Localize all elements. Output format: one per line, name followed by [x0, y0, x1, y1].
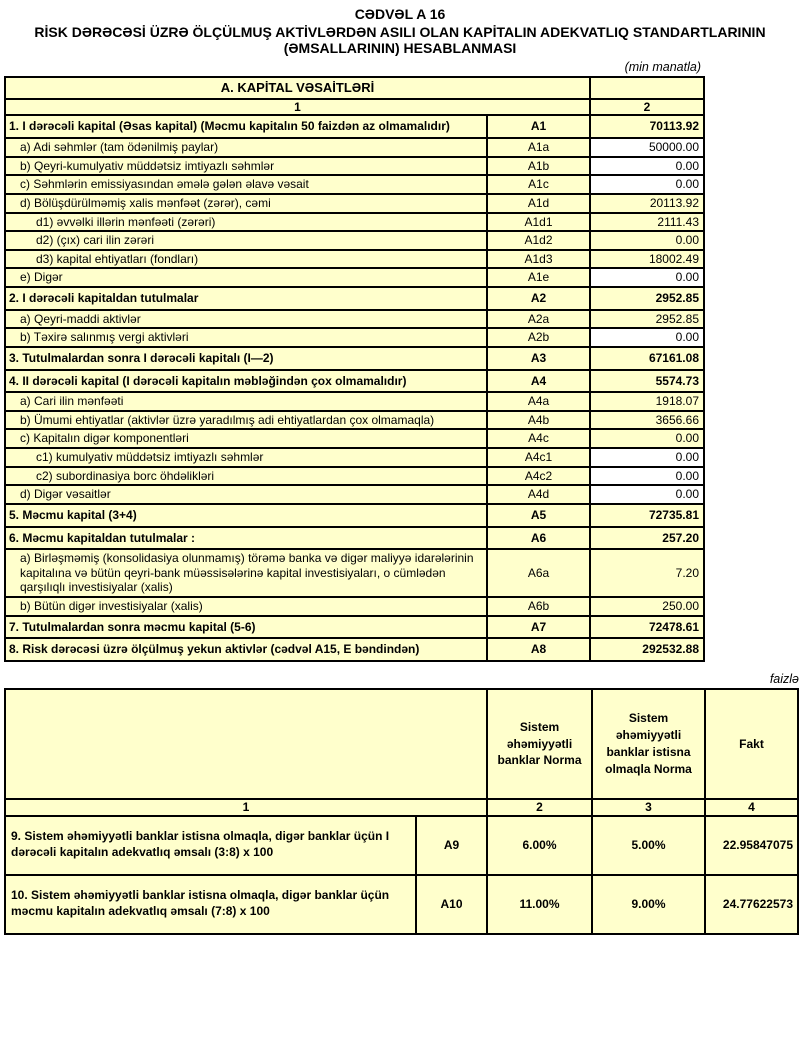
ratio-header-fakt: Fakt [705, 689, 798, 799]
capital-row-A4d [5, 485, 704, 504]
row-code: A1d1 [487, 213, 590, 232]
row-label: 7. Tutulmalardan sonra məcmu kapital (5-6) [5, 616, 487, 639]
ratio-colnum-2: 2 [487, 799, 592, 816]
row-value: 0.00 [590, 175, 704, 194]
capital-row-A4c1 [5, 448, 704, 467]
capital-table-colnum-row [5, 99, 704, 116]
row-label: c1) kumulyativ müddətsiz imtiyazlı səhmlər [5, 448, 487, 467]
unit-note-min-manatla: (min manatla) [624, 59, 701, 74]
row-code: A1d2 [487, 231, 590, 250]
row-value: 0.00 [590, 485, 704, 504]
capital-table [4, 76, 705, 662]
row-code: A4c2 [487, 467, 590, 486]
capital-row-A1a [5, 138, 704, 157]
row-code: A8 [487, 638, 590, 661]
row-label: c) Səhmlərin emissiyasından əmələ gələn əlavə vəsait [5, 175, 487, 194]
row-value: 0.00 [590, 448, 704, 467]
row-label: b) Bütün digər investisiyalar (xalis) [5, 597, 487, 616]
ratio-table-header-row [5, 689, 798, 799]
row-label: c2) subordinasiya borc öhdəlikləri [5, 467, 487, 486]
row-code: A6 [487, 527, 590, 550]
row-value: 0.00 [590, 157, 704, 176]
row-label: 10. Sistem əhəmiyyətli banklar istisna olmaqla, digər banklar üçün məcmu kapitalın adekvatlıq əmsalı (7:8) x 100 [5, 875, 416, 934]
row-code: A5 [487, 504, 590, 527]
row-value: 250.00 [590, 597, 704, 616]
row-value: 20113.92 [590, 194, 704, 213]
row-code: A1d3 [487, 250, 590, 269]
row-label: d1) əvvəlki illərin mənfəəti (zərəri) [5, 213, 487, 232]
row-code: A1 [487, 115, 590, 138]
page-title: CƏDVƏL A 16 [354, 6, 446, 22]
capital-row-A1b [5, 157, 704, 176]
row-value: 18002.49 [590, 250, 704, 269]
row-label: d) Digər vəsaitlər [5, 485, 487, 504]
row-code: A10 [416, 875, 487, 934]
row-value: 0.00 [590, 467, 704, 486]
capital-row-A1 [5, 115, 704, 138]
row-value: 2952.85 [590, 287, 704, 310]
row-label: b) Qeyri-kumulyativ müddətsiz imtiyazlı səhmlər [5, 157, 487, 176]
row-code: A4c1 [487, 448, 590, 467]
ratio-table-body [5, 816, 798, 934]
row-value: 0.00 [590, 429, 704, 448]
capital-table-header-empty-cell [590, 77, 704, 99]
row-value: 0.00 [590, 328, 704, 347]
ratio-table-colnum-row [5, 799, 798, 816]
capital-row-A4a [5, 392, 704, 411]
row-code: A4c [487, 429, 590, 448]
row-value: 5574.73 [590, 370, 704, 393]
capital-row-A1d2 [5, 231, 704, 250]
row-value: 2111.43 [590, 213, 704, 232]
row-value: 1918.07 [590, 392, 704, 411]
capital-row-A1c [5, 175, 704, 194]
capital-table-section-header: A. KAPİTAL VƏSAİTLƏRİ [5, 77, 590, 99]
row-code: A1b [487, 157, 590, 176]
capital-row-A1e [5, 268, 704, 287]
row-label: 6. Məcmu kapitaldan tutulmalar : [5, 527, 487, 550]
row-label: 8. Risk dərəcəsi üzrə ölçülmuş yekun aktivlər (cədvəl A15, E bəndindən) [5, 638, 487, 661]
row-label: d3) kapital ehtiyatları (fondları) [5, 250, 487, 269]
capital-row-A4b [5, 411, 704, 430]
row-code: A7 [487, 616, 590, 639]
row-value: 67161.08 [590, 347, 704, 370]
unit-note-faizle: faizlə [769, 671, 799, 686]
row-label: 2. I dərəcəli kapitaldan tutulmalar [5, 287, 487, 310]
row-label: 5. Məcmu kapital (3+4) [5, 504, 487, 527]
row-code: A2 [487, 287, 590, 310]
row-value: 2952.85 [590, 310, 704, 329]
row-label: 9. Sistem əhəmiyyətli banklar istisna olmaqla, digər banklar üçün I dərəcəli kapitalın adekvatlıq əmsalı (3:8) x 100 [5, 816, 416, 875]
row-code: A9 [416, 816, 487, 875]
capital-row-A4 [5, 370, 704, 393]
capital-row-A4c2 [5, 467, 704, 486]
page-subtitle: RİSK DƏRƏCƏSİ ÜZRƏ ÖLÇÜLMUŞ AKTİVLƏRDƏN ASILI OLAN KAPİTALIN ADEKVATLIQ STANDARTLARININ (ƏMSALLARININ) HESABLANMASI [34, 23, 766, 57]
row-label: b) Təxirə salınmış vergi aktivləri [5, 328, 487, 347]
capital-table-body [5, 115, 704, 661]
row-value: 0.00 [590, 231, 704, 250]
capital-row-A1d3 [5, 250, 704, 269]
fakt-cell: 22.95847075 [705, 816, 798, 875]
ratio-header-norma-other: Sistem əhəmiyyətli banklar istisna olmaqla Norma [592, 689, 705, 799]
capital-row-A2b [5, 328, 704, 347]
row-code: A4b [487, 411, 590, 430]
capital-row-A3 [5, 347, 704, 370]
row-code: A2a [487, 310, 590, 329]
row-value: 72478.61 [590, 616, 704, 639]
row-code: A1d [487, 194, 590, 213]
row-value: 7.20 [590, 549, 704, 597]
capital-colnum-2: 2 [590, 99, 704, 116]
capital-table-title-row [5, 77, 704, 99]
capital-row-A1d1 [5, 213, 704, 232]
row-code: A1c [487, 175, 590, 194]
row-label: 3. Tutulmalardan sonra I dərəcəli kapitalı (I—2) [5, 347, 487, 370]
row-code: A6b [487, 597, 590, 616]
ratio-colnum-3: 3 [592, 799, 705, 816]
capital-row-A6 [5, 527, 704, 550]
ratio-colnum-4: 4 [705, 799, 798, 816]
row-label: c) Kapitalın digər komponentləri [5, 429, 487, 448]
row-code: A6a [487, 549, 590, 597]
capital-row-A2a [5, 310, 704, 329]
ratio-row-A9 [5, 816, 798, 875]
capital-row-A8 [5, 638, 704, 661]
capital-row-A6a [5, 549, 704, 597]
row-code: A2b [487, 328, 590, 347]
capital-row-A7 [5, 616, 704, 639]
row-code: A3 [487, 347, 590, 370]
row-value: 257.20 [590, 527, 704, 550]
norma-systemic-cell: 11.00% [487, 875, 592, 934]
row-label: e) Digər [5, 268, 487, 287]
row-label: a) Birləşməmiş (konsolidasiya olunmamış) törəmə banka və digər maliyyə idarələrinin kapitalına və bütün qeyri-bank müəssisələrinə kapital investisiyaları, o cümlədən qarşılıqlı investisiyalar (xalis) [5, 549, 487, 597]
row-value: 292532.88 [590, 638, 704, 661]
adequacy-ratio-table [4, 688, 799, 935]
row-label: a) Qeyri-maddi aktivlər [5, 310, 487, 329]
row-label: a) Cari ilin mənfəəti [5, 392, 487, 411]
capital-row-A4c [5, 429, 704, 448]
norma-other-cell: 9.00% [592, 875, 705, 934]
row-label: d) Bölüşdürülməmiş xalis mənfəət (zərər), cəmi [5, 194, 487, 213]
row-label: b) Ümumi ehtiyatlar (aktivlər üzrə yaradılmış adi ehtiyatlardan çox olmamaqla) [5, 411, 487, 430]
norma-other-cell: 5.00% [592, 816, 705, 875]
row-code: A1e [487, 268, 590, 287]
row-label: 1. I dərəcəli kapital (Əsas kapital) (Məcmu kapitalın 50 faizdən az olmamalıdır) [5, 115, 487, 138]
capital-row-A2 [5, 287, 704, 310]
row-code: A4a [487, 392, 590, 411]
row-code: A4d [487, 485, 590, 504]
capital-row-A1d [5, 194, 704, 213]
ratio-colnum-1: 1 [5, 799, 487, 816]
row-label: d2) (çıx) cari ilin zərəri [5, 231, 487, 250]
row-value: 50000.00 [590, 138, 704, 157]
ratio-header-empty-cell [5, 689, 487, 799]
row-value: 70113.92 [590, 115, 704, 138]
capital-colnum-1: 1 [5, 99, 590, 116]
row-code: A1a [487, 138, 590, 157]
row-label: a) Adi səhmlər (tam ödənilmiş paylar) [5, 138, 487, 157]
norma-systemic-cell: 6.00% [487, 816, 592, 875]
row-value: 0.00 [590, 268, 704, 287]
row-value: 72735.81 [590, 504, 704, 527]
fakt-cell: 24.77622573 [705, 875, 798, 934]
capital-row-A6b [5, 597, 704, 616]
ratio-header-norma-systemic: Sistem əhəmiyyətli banklar Norma [487, 689, 592, 799]
row-label: 4. II dərəcəli kapital (I dərəcəli kapitalın məbləğindən çox olmamalıdır) [5, 370, 487, 393]
capital-row-A5 [5, 504, 704, 527]
ratio-row-A10 [5, 875, 798, 934]
row-code: A4 [487, 370, 590, 393]
row-value: 3656.66 [590, 411, 704, 430]
